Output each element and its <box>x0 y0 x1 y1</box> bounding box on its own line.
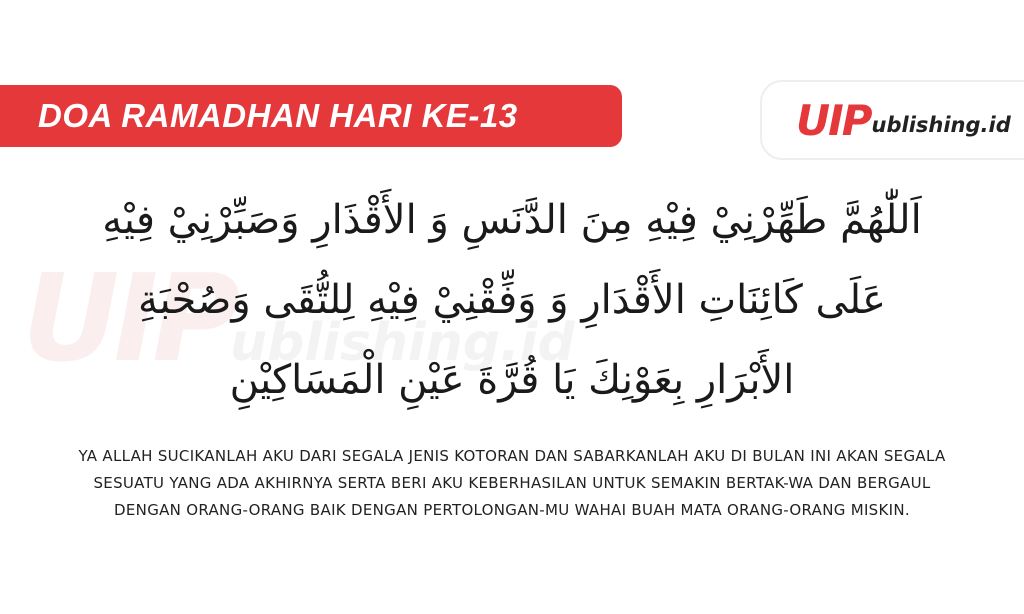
page-title: DOA RAMADHAN HARI KE-13 <box>38 97 518 134</box>
watermark-sub-text: ublishing.id <box>230 313 575 373</box>
arabic-prayer-text: اَللّٰهُمَّ طَهِّرْنِيْ فِيْهِ مِنَ الدَّنَسِ وَ الأَقْذَارِ وَصَبِّرْنِيْ فِيْهِ عَلَى كَائِنَاتِ الأَقْدَارِ وَ وَفِّقْنِيْ فِيْهِ لِلتُّقَى وَصُحْبَةِ الأَبْرَارِ بِعَوْنِكَ يَا قُرَّةَ عَيْنِ الْمَسَاكِيْنِ <box>102 197 922 403</box>
prayer-translation: YA ALLAH SUCIKANLAH AKU DARI SEGALA JENIS KOTORAN DAN SABARKANLAH AKU DI BULAN INI AKAN SEGALA SESUATU YANG ADA AKHIRNYA SERTA BERI AKU KEBERHASILAN UNTUK SEMAKIN BERTAK-WA DAN BERGAUL DENGAN ORANG-ORANG BAIK DENGAN PERTOLONGAN-MU WAHAI BUAH MATA ORANG-ORANG MISKIN. <box>78 447 946 519</box>
watermark-main-text: UIP <box>22 250 235 389</box>
title-banner <box>0 85 622 147</box>
logo-sub-text: ublishing.id <box>871 113 1011 137</box>
brand-logo <box>760 80 1024 160</box>
logo-main-text: UIP <box>796 95 871 145</box>
